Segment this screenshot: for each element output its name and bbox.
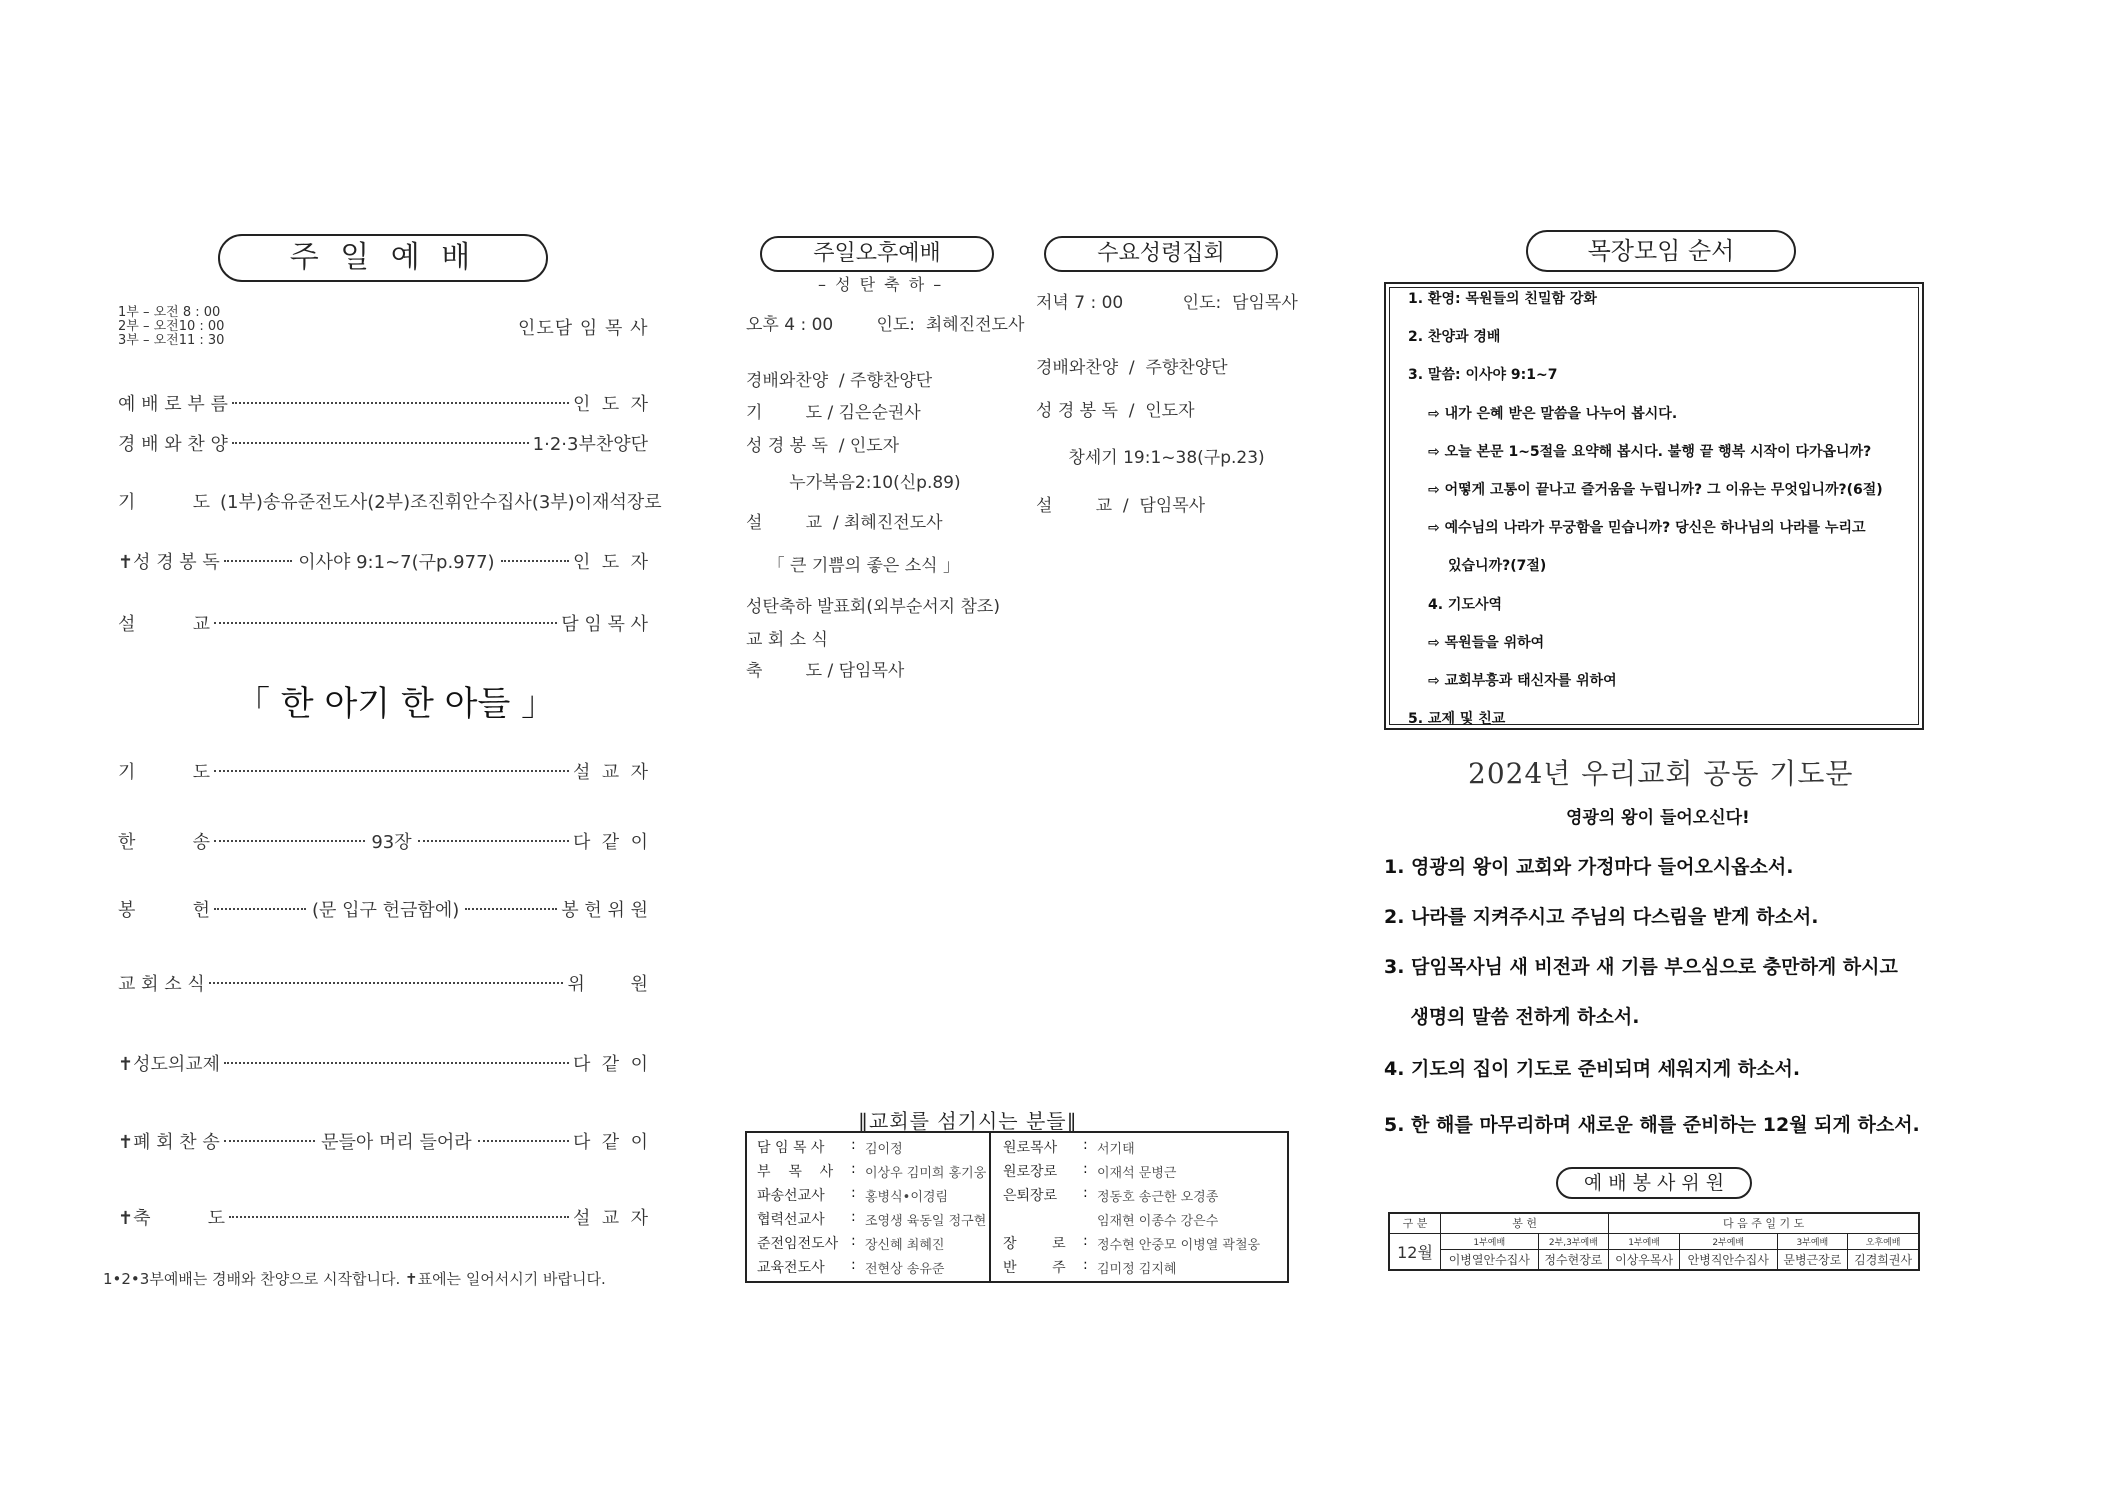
servant-names: 정수현 안중모 이병열 곽철웅 <box>1097 1238 1261 1253</box>
prayer-item: 4. 기도의 집이 기도로 준비되며 세워지게 하소서. <box>1384 1058 1801 1080</box>
cell-meeting-title: 목장모임 순서 <box>1526 230 1796 272</box>
servant-colon: : <box>1083 1233 1088 1249</box>
servant-names: 조영생 육동일 정구현 <box>865 1214 987 1229</box>
cell-item: ⇨ 오늘 본문 1~5절을 요약해 봅시다. 불행 끝 행복 시작이 다가옵니까? <box>1428 443 1872 460</box>
afternoon-line: 기 도 / 김은순권사 <box>746 403 921 423</box>
servant-role: 장 로 <box>1003 1236 1066 1252</box>
order-person: 봉 헌 위 원 <box>561 900 648 921</box>
order-person: 설 교 자 <box>572 1208 648 1229</box>
cell-item: 3. 말씀: 이사야 9:1~7 <box>1408 367 1558 384</box>
dotted-leader <box>418 840 569 842</box>
duty-name-1: 이병열안수집사 <box>1441 1249 1539 1270</box>
order-label: 설 교 <box>118 614 210 635</box>
duty-name-4: 안병직안수집사 <box>1679 1249 1777 1270</box>
servants-title: ‖교회를 섬기시는 분들‖ <box>858 1109 1078 1133</box>
service-time-2: 2부 – 오전10 : 00 <box>118 319 225 334</box>
servant-colon: : <box>851 1137 856 1153</box>
servant-role: 협력선교사 <box>757 1212 825 1228</box>
cell-item: ⇨ 목원들을 위하여 <box>1428 634 1545 651</box>
service-time-3: 3부 – 오전11 : 30 <box>118 333 225 348</box>
servant-colon: : <box>1083 1137 1088 1153</box>
cell-item: 5. 교제 및 친교 <box>1408 711 1506 728</box>
cell-item: ⇨ 내가 은혜 받은 말씀을 나누어 봅시다. <box>1428 405 1678 422</box>
order-label: 기 도 <box>118 762 210 783</box>
dotted-leader <box>224 1062 569 1064</box>
servants-divider <box>989 1133 991 1281</box>
service-leader: 인도담 임 목 사 <box>518 318 649 339</box>
servant-role: 파송선교사 <box>757 1188 825 1204</box>
dotted-leader <box>501 560 569 562</box>
order-label: 봉 헌 <box>118 900 210 921</box>
prayer-item: 5. 한 해를 마무리하며 새로운 해를 준비하는 12월 되게 하소서. <box>1384 1114 1920 1136</box>
order-row <box>118 430 648 456</box>
order-person: 다 같 이 <box>572 832 649 853</box>
servant-colon: : <box>851 1257 856 1273</box>
order-row <box>118 548 648 574</box>
wednesday-line: 설 교 / 담임목사 <box>1036 496 1206 516</box>
order-row <box>118 828 648 854</box>
duty-name-6: 김경희권사 <box>1848 1249 1919 1270</box>
servant-role: 준전임전도사 <box>757 1236 839 1252</box>
servant-role: 부 목 사 <box>757 1164 834 1180</box>
wednesday-line: 경배와찬양 / 주향찬양단 <box>1036 358 1228 378</box>
order-label: 경 배 와 찬 양 <box>118 434 228 455</box>
prayer-item: 2. 나라를 지켜주시고 주님의 다스림을 받게 하소서. <box>1384 906 1819 928</box>
order-person: 설 교 자 <box>572 762 648 783</box>
servant-names: 이재석 문병근 <box>1097 1166 1177 1181</box>
afternoon-line: 경배와찬양 / 주향찬양단 <box>746 371 933 391</box>
order-row <box>118 1050 648 1076</box>
order-detail: 문들아 머리 들어라 <box>321 1132 472 1153</box>
wednesday-line: 창세기 19:1~38(구p.23) <box>1036 448 1265 468</box>
order-row <box>118 758 648 784</box>
dotted-leader <box>214 908 306 910</box>
order-person: 1·2·3부찬양단 <box>532 434 648 455</box>
duty-header-bongheon: 봉 헌 <box>1441 1213 1609 1233</box>
afternoon-line: 오후 4 : 00 인도: 최혜진전도사 <box>746 315 1025 335</box>
servant-names: 서기태 <box>1097 1142 1135 1157</box>
dotted-leader <box>214 770 569 772</box>
dotted-leader <box>209 982 564 984</box>
order-row <box>118 896 648 922</box>
afternoon-line: 설 교 / 최혜진전도사 <box>746 513 943 533</box>
order-person: 위 원 <box>567 974 648 995</box>
sunday-footnote: 1•2•3부예배는 경배와 찬양으로 시작합니다. ✝표에는 일어서시기 바랍니다. <box>103 1270 606 1288</box>
service-times <box>118 306 224 348</box>
afternoon-line: 축 도 / 담임목사 <box>746 661 905 681</box>
order-person: 인 도 자 <box>572 394 648 415</box>
duty-title: 예 배 봉 사 위 원 <box>1556 1167 1752 1199</box>
duty-header-next-prayer: 다 음 주 일 기 도 <box>1609 1213 1919 1233</box>
servant-names: 임재현 이종수 강은수 <box>1097 1214 1219 1229</box>
dotted-leader <box>229 1216 569 1218</box>
servant-role: 반 주 <box>1003 1260 1066 1276</box>
afternoon-service-title: 주일오후예배 <box>760 236 994 272</box>
cell-item: 있습니까?(7절) <box>1448 558 1547 575</box>
order-row <box>118 488 662 514</box>
duty-sub-4: 2부예배 <box>1679 1233 1777 1249</box>
order-label: 한 송 <box>118 832 210 853</box>
servant-names: 전현상 송유준 <box>865 1262 945 1277</box>
dotted-leader <box>224 560 292 562</box>
order-row <box>118 610 648 636</box>
prayer-item: 1. 영광의 왕이 교회와 가정마다 들어오시옵소서. <box>1384 856 1794 878</box>
servant-colon: : <box>851 1185 856 1201</box>
sermon-title: 「 한 아기 한 아들 」 <box>236 684 556 724</box>
dotted-leader <box>214 840 365 842</box>
order-row <box>118 1128 648 1154</box>
afternoon-line: 성탄축하 발표회(외부순서지 참조) <box>746 597 1000 617</box>
order-person: 다 같 이 <box>572 1054 648 1075</box>
prayer-item: 3. 담임목사님 새 비전과 새 기름 부으심으로 충만하게 하시고 <box>1384 956 1898 978</box>
duty-table <box>1388 1212 1920 1271</box>
order-detail: 93장 <box>371 832 412 853</box>
cell-item: ⇨ 어떻게 고통이 끝나고 즐거움을 누립니까? 그 이유는 무엇입니까?(6절) <box>1428 482 1883 498</box>
duty-header-gubun: 구 분 <box>1389 1213 1441 1233</box>
order-row <box>118 1204 648 1230</box>
order-label: ✝폐 회 찬 송 <box>118 1132 220 1153</box>
prayer-subtitle: 영광의 왕이 들어오신다! <box>1566 808 1750 828</box>
duty-name-2: 정수현장로 <box>1538 1249 1609 1270</box>
duty-name-5: 문병근장로 <box>1777 1249 1848 1270</box>
dotted-leader <box>214 622 557 624</box>
cell-item: ⇨ 예수님의 나라가 무궁함을 믿습니까? 당신은 하나님의 나라를 누리고 <box>1428 520 1866 537</box>
duty-sub-3: 1부예배 <box>1609 1233 1680 1249</box>
dotted-leader <box>232 402 569 404</box>
wednesday-service-title: 수요성령집회 <box>1044 236 1278 272</box>
servant-role: 교육전도사 <box>757 1260 825 1276</box>
order-label: ✝축 도 <box>118 1208 226 1229</box>
prayer-item: 생명의 말씀 전하게 하소서. <box>1384 1006 1640 1028</box>
duty-sub-1: 1부예배 <box>1441 1233 1539 1249</box>
servant-colon: : <box>1083 1161 1088 1177</box>
prayer-title: 2024년 우리교회 공동 기도문 <box>1468 757 1854 790</box>
order-label: 교 회 소 식 <box>118 974 205 995</box>
afternoon-line: 「 큰 기쁨의 좋은 소식 」 <box>746 556 961 576</box>
service-time-1: 1부 – 오전 8 : 00 <box>118 305 221 320</box>
order-row <box>118 970 648 996</box>
order-detail: (1부)송유준전도사(2부)조진휘안수집사(3부)이재석장로 <box>220 492 662 513</box>
servant-role: 은퇴장로 <box>1003 1188 1058 1204</box>
duty-sub-5: 3부예배 <box>1777 1233 1848 1249</box>
servant-colon: : <box>851 1233 856 1249</box>
duty-month: 12월 <box>1389 1233 1441 1270</box>
wednesday-line: 저녁 7 : 00 인도: 담임목사 <box>1036 293 1298 313</box>
servant-names: 정동호 송근한 오경종 <box>1097 1190 1219 1205</box>
duty-sub-6: 오후예배 <box>1848 1233 1919 1249</box>
servant-names: 김이정 <box>865 1142 903 1157</box>
order-detail: (문 입구 헌금함에) <box>312 900 460 921</box>
order-person: 다 같 이 <box>572 1132 649 1153</box>
order-person: 인 도 자 <box>572 552 649 573</box>
servant-names: 김미정 김지혜 <box>1097 1262 1177 1277</box>
sunday-service-title: 주 일 예 배 <box>218 234 548 282</box>
servant-names: 홍병식•이경림 <box>865 1190 949 1205</box>
order-detail: 이사야 9:1~7(구p.977) <box>298 552 495 573</box>
cell-item: 4. 기도사역 <box>1428 596 1503 613</box>
servant-colon: : <box>1083 1257 1088 1273</box>
afternoon-line: 교 회 소 식 <box>746 630 828 650</box>
duty-sub-2: 2부,3부예배 <box>1538 1233 1609 1249</box>
cell-meeting-inner-border <box>1389 287 1919 725</box>
servant-role: 원로장로 <box>1003 1164 1058 1180</box>
servant-colon: : <box>1083 1185 1088 1201</box>
servant-names: 장신혜 최혜진 <box>865 1238 945 1253</box>
cell-meeting-box <box>1384 282 1924 730</box>
servants-box <box>745 1131 1289 1283</box>
order-label: ✝성 경 봉 독 <box>118 552 220 573</box>
servant-role: 원로목사 <box>1003 1140 1058 1156</box>
afternoon-line: 성 경 봉 독 / 인도자 <box>746 436 900 456</box>
order-row <box>118 390 648 416</box>
servant-colon: : <box>851 1209 856 1225</box>
order-label: ✝성도의교제 <box>118 1054 221 1075</box>
order-label: 기 도 <box>118 492 210 513</box>
order-label: 예 배 로 부 름 <box>118 394 228 415</box>
cell-item: ⇨ 교회부흥과 태신자를 위하여 <box>1428 673 1617 689</box>
cell-item: 2. 찬양과 경배 <box>1408 329 1501 346</box>
dotted-leader <box>232 442 529 444</box>
wednesday-line: 성 경 봉 독 / 인도자 <box>1036 401 1195 421</box>
afternoon-line: 누가복음2:10(신p.89) <box>746 473 961 493</box>
cell-item: 1. 환영: 목원들의 친밀함 강화 <box>1408 291 1597 307</box>
servant-colon: : <box>851 1161 856 1177</box>
afternoon-subtitle: – 성 탄 축 하 – <box>818 275 944 294</box>
duty-name-3: 이상우목사 <box>1609 1249 1680 1270</box>
servant-names: 이상우 김미희 홍기웅 <box>865 1166 987 1181</box>
servant-role: 담 임 목 사 <box>757 1140 825 1156</box>
order-person: 담 임 목 사 <box>561 614 648 635</box>
dotted-leader <box>465 908 557 910</box>
dotted-leader <box>224 1140 315 1142</box>
dotted-leader <box>478 1140 569 1142</box>
